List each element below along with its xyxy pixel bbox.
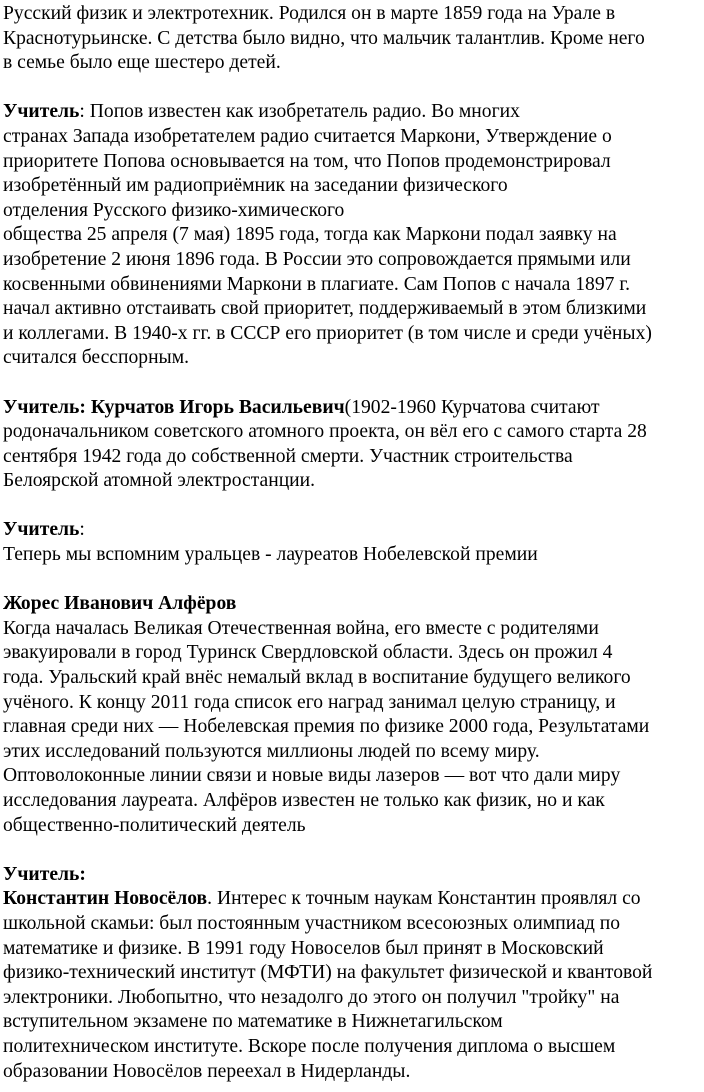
text-line: изобретение 2 июня 1896 года. В России это сопровождается прямыми или [3, 248, 631, 270]
text-line: в семье было еще шестеро детей. [3, 52, 281, 74]
blank-line [3, 838, 702, 863]
text-line: электроники. Любопытно, что незадолго до этого он получил "тройку" на [3, 986, 620, 1008]
text-line [3, 592, 702, 617]
text-line: общественно-политический деятель [3, 814, 306, 836]
text-line: года. Уральский край внёс немалый вклад в воспитание будущего великого [3, 667, 631, 689]
text-line: общества 25 апреля (7 мая) 1895 года, тогда как Маркони подал заявку на [3, 224, 617, 246]
teacher-label: Учитель: [3, 863, 86, 885]
text-line: начал активно отстаивать свой приоритет, поддерживаемый в этом близкими [3, 298, 647, 320]
text-line: математике и физике. В 1991 году Новоселов был принят в Московский [3, 937, 604, 959]
text-line: главная среди них — Нобелевская премия по физике 2000 года, Результатами [3, 716, 650, 738]
text-line: отделения Русского физико-химического [3, 199, 345, 221]
blank-line [3, 494, 702, 519]
novoselov-name: Константин Новосёлов [3, 888, 208, 910]
text-line: и коллегами. В 1940-х гг. в СССР его приоритет (в том числе и среди учёных) [3, 322, 652, 344]
text-line: родоначальником советского атомного проекта, он вёл его с самого старта 28 [3, 421, 647, 443]
text-line: физико-технический институт (МФТИ) на факультет физической и квантовой [3, 962, 653, 984]
text-span: . Интерес к точным наукам Константин проявлял со [207, 888, 641, 910]
text-line: Оптоволоконные линии связи и новые виды лазеров — вот что дали миру [3, 765, 621, 787]
text-line [3, 100, 702, 125]
text-span: : [79, 519, 85, 541]
text-line: образовании Новосёлов переехал в Нидерланды. [3, 1060, 411, 1082]
text-span: : Попов известен как изобретатель радио. Во многих [79, 101, 520, 123]
text-line: эвакуировали в город Туринск Свердловской области. Здесь он прожил 4 [3, 642, 613, 664]
blank-line [3, 568, 702, 593]
text-line: политехническом институте. Вскоре после получения диплома о высшем [3, 1035, 616, 1057]
text-line: исследования лауреата. Алфёров известен не только как физик, но и как [3, 790, 605, 811]
text-line: вступительном экзамене по математике в Нижнетагильском [3, 1011, 503, 1033]
alferov-heading: Жорес Иванович Алфёров [3, 593, 237, 615]
text-span: (1902-1960 Курчатова считают [344, 396, 600, 418]
teacher-kurchatov-label: Учитель: Курчатов Игорь Васильевич [3, 396, 345, 418]
text-line [3, 518, 702, 543]
text-line: косвенными обвинениями Маркони в плагиате. Сам Попов с начала 1897 г. [3, 273, 631, 295]
text-line: школьной скамьи: был постоянным участником всесоюзных олимпиад по [3, 912, 621, 934]
text-line: сентября 1942 года до собственной смерти. Участник строительства [3, 445, 573, 467]
text-line [3, 887, 702, 912]
text-line: учёного. К концу 2011 года список его наград занимал целую страницу, и [3, 691, 616, 713]
blank-line [3, 76, 702, 101]
text-line [3, 863, 702, 888]
text-line: Белоярской атомной электростанции. [3, 470, 316, 492]
blank-line [3, 371, 702, 396]
text-line: изобретённый им радиоприёмник на заседании физического [3, 175, 508, 197]
text-line: Теперь мы вспомним уральцев - лауреатов Нобелевской премии [3, 544, 538, 566]
paragraph-nobel-intro [3, 518, 702, 567]
teacher-label: Учитель [3, 101, 80, 123]
paragraph-popov-radio [3, 100, 702, 371]
paragraph-alferov [3, 592, 702, 838]
paragraph-popov-bio [3, 2, 702, 76]
text-line: Краснотурьинске. С детства было видно, что мальчик талантлив. Кроме него [3, 27, 645, 49]
paragraph-novoselov [3, 863, 702, 1084]
paragraph-kurchatov [3, 396, 702, 494]
text-line: этих исследований пользуются миллионы людей по всему миру. [3, 740, 540, 762]
text-line: Русский физик и электротехник. Родился он в марте 1859 года на Урале в [3, 3, 616, 24]
text-line: считался бесспорным. [3, 347, 190, 369]
text-line [3, 396, 702, 421]
text-line: Когда началась Великая Отечественная война, его вместе с родителями [3, 617, 599, 639]
teacher-label: Учитель [3, 519, 80, 541]
text-line: странах Запада изобретателем радио считается Маркони, Утверждение о [3, 125, 612, 147]
text-line: приоритете Попова основывается на том, что Попов продемонстрировал [3, 150, 611, 172]
